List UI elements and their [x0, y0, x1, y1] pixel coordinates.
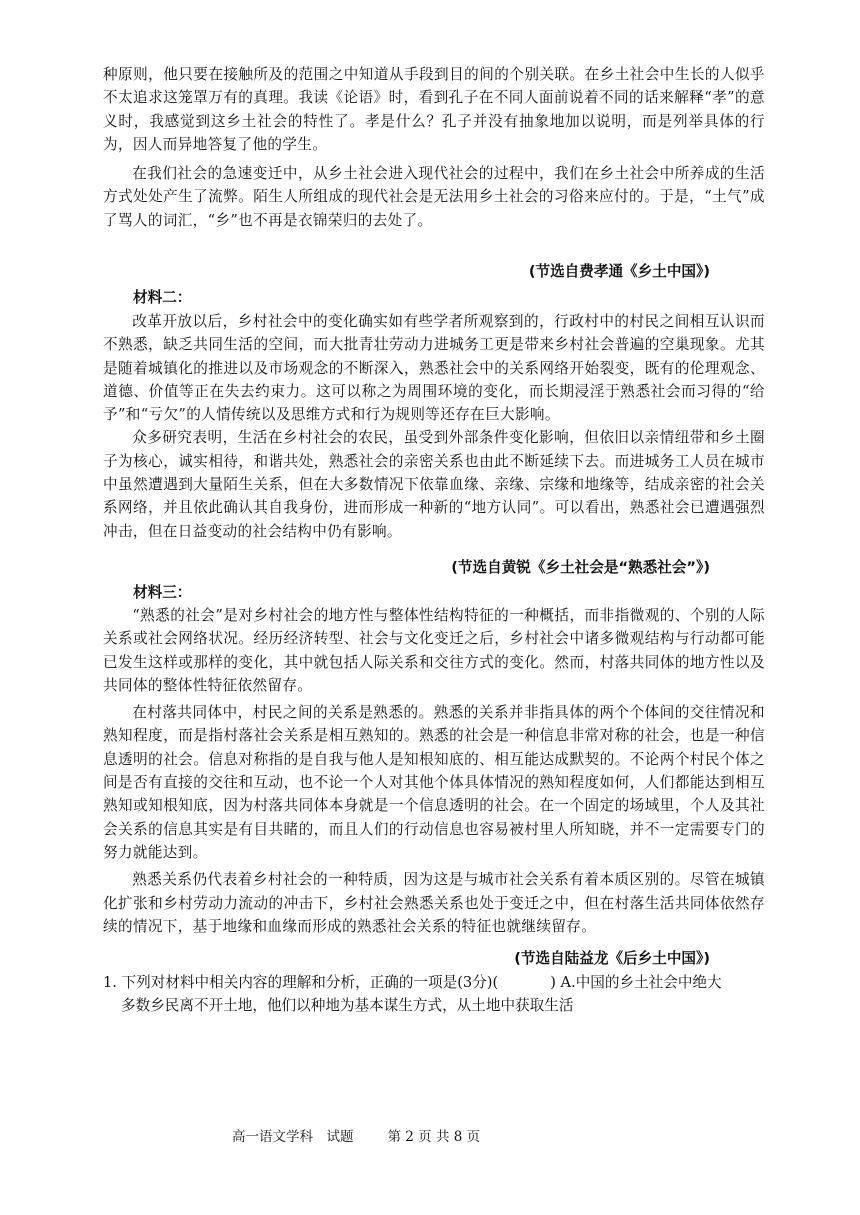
- section-heading: 材料三：: [133, 584, 192, 601]
- page-footer: [232, 1125, 480, 1145]
- question-stem: 1. 下列对材料中相关内容的理解和分析，正确的一项是(3分)( ) A.中国的乡土社会中绝大: [103, 974, 722, 991]
- source-citation: (节选自黄锐《乡土社会是“熟悉社会”》): [451, 559, 710, 576]
- section3-text: [103, 604, 765, 938]
- question-1: [103, 971, 768, 1017]
- paragraph: 众多研究表明，生活在乡村社会的农民，虽受到外部条件变化影响，但依旧以亲情纽带和乡土圈子为核心，诚实相待，和谐共处，熟悉社会的亲密关系也由此不断延续下去。而进城务工人员在城市中虽然遭遇到大量陌生关系，但在大多数情况下依靠血缘、亲缘、宗缘和地缘等，结成亲密的社会关系网络，并且依此确认其自我身份，进而形成一种新的“地方认同”。可以看出，熟悉社会已遭遇强烈冲击，但在日益变动的社会结构中仍有影响。: [103, 429, 765, 540]
- paragraph: 在我们社会的急速变迁中，从乡土社会进入现代社会的过程中，我们在乡土社会中所养成的生活方式处处产生了流弊。陌生人所组成的现代社会是无法用乡土社会的习俗来应付的。于是，“土气”成了骂人的词汇，“乡”也不再是衣锦荣归的去处了。: [103, 165, 765, 229]
- paragraph: “熟悉的社会”是对乡村社会的地方性与整体性结构特征的一种概括，而非指微观的、个别的人际关系或社会网络状况。经历经济转型、社会与文化变迁之后，乡村社会中诸多微观结构与行动都可能已发生这样或那样的变化，其中就包括人际关系和交往方式的变化。然而，村落共同体的地方性以及共同体的整体性特征依然留存。: [103, 607, 765, 694]
- footer-subject: 高一语文学科 试题: [232, 1129, 354, 1145]
- paragraph: 种原则，他只要在接触所及的范围之中知道从手段到目的间的个别关联。在乡土社会中生长的人似乎不太追求这笼罩万有的真理。我读《论语》时，看到孔子在不同人面前说着不同的话来解释“孝”的意义时，我感觉到这乡土社会的特性了。孝是什么？孔子并没有抽象地加以说明，而是列举具体的行为，因人而异地答复了他的学生。: [103, 66, 765, 153]
- section2-text: [103, 310, 765, 543]
- section1-text: [103, 63, 765, 232]
- paragraph: 在村落共同体中，村民之间的关系是熟悉的。熟悉的关系并非指具体的两个个体间的交往情况和熟知程度，而是指村落社会关系是相互熟知的。熟悉的社会是一种信息非常对称的社会，也是一种信息透明的社会。信息对称指的是自我与他人是知根知底的、相互能达成默契的。不论两个村民个体之间是否有直接的交往和互动，也不论一个人对其他个体具体情况的熟知程度如何，人们都能达到相互熟知或知根知底，因为村落共同体本身就是一个信息透明的社会。在一个固定的场域里，个人及其社会关系的信息其实是有目共睹的，而且人们的行动信息也容易被村里人所知晓，并不一定需要专门的努力就能达到。: [103, 704, 765, 861]
- paragraph: 改革开放以后，乡村社会中的变化确实如有些学者所观察到的，行政村中的村民之间相互认识而不熟悉，缺乏共同生活的空间，而大批青壮劳动力进城务工更是带来乡村社会普遍的空巢现象。尤其是随着城镇化的推进以及市场观念的不断深入，熟悉社会中的关系网络开始裂变，既有的伦理观念、道德、价值等正在失去约束力。这可以称之为周围环境的变化，而长期浸淫于熟悉社会而习得的“给予”和“亏欠”的人情传统以及思维方式和行为规则等还存在巨大影响。: [103, 313, 765, 424]
- paragraph: 熟悉关系仍代表着乡村社会的一种特质，因为这是与城市社会关系有着本质区别的。尽管在城镇化扩张和乡村劳动力流动的冲击下，乡村社会熟悉关系也处于变迁之中，但在村落生活共同体依然存续的情况下，基于地缘和血缘而形成的熟悉社会关系的特征也就继续留存。: [103, 871, 765, 935]
- footer-page-number: 第 2 页 共 8 页: [387, 1129, 481, 1145]
- option-a-continuation: 多数乡民离不开土地，他们以种地为基本谋生方式，从土地中获取生活: [121, 997, 574, 1014]
- section-heading: 材料二：: [133, 289, 192, 306]
- source-citation: (节选自费孝通《乡土中国》): [528, 263, 710, 280]
- source-citation: (节选自陆益龙《后乡土中国》): [514, 950, 710, 967]
